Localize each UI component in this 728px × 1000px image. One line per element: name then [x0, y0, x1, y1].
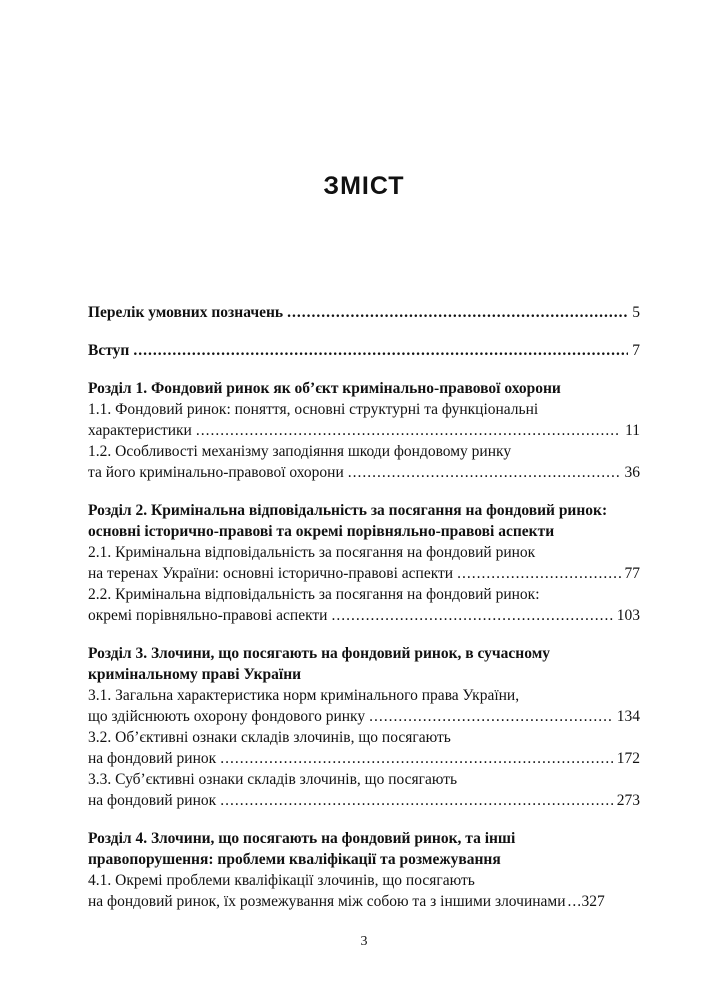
toc-page-number: 7 — [632, 342, 640, 359]
toc-entry-label: 4.1. Окремі проблеми кваліфікації злочинів, що посягають — [88, 872, 475, 889]
toc-entry-label: окремі порівняльно-правові аспекти — [88, 607, 328, 624]
toc-leader-dots — [133, 340, 628, 361]
toc-entry-label: на фондовий ринок — [88, 792, 217, 809]
toc-section-label: Розділ 1. Фондовий ринок як об’єкт кримінально-правової охорони — [88, 380, 561, 397]
toc-entry-3-1-line1[interactable] — [88, 685, 640, 706]
toc-leader-dots — [220, 748, 613, 769]
toc-entry-2-2[interactable] — [88, 605, 640, 626]
toc-entry-1-1-line1[interactable] — [88, 399, 640, 420]
toc-page-number: 77 — [624, 565, 640, 582]
toc-leader-dots — [348, 462, 621, 483]
toc-section-2-title-cont — [88, 521, 640, 542]
toc-entry-label: на фондовий ринок — [88, 750, 217, 767]
toc-entry-1-2-line1[interactable] — [88, 441, 640, 462]
toc-leader-dots — [220, 790, 613, 811]
toc-entry-label: що здійснюють охорону фондового ринку — [88, 708, 366, 725]
toc-entry-label: та його кримінально-правової охорони — [88, 464, 344, 481]
toc-section-2-title[interactable] — [88, 500, 640, 521]
toc-entry-2-2-line1[interactable] — [88, 584, 640, 605]
toc-page-number: 273 — [616, 792, 640, 809]
toc-leader-dots — [287, 302, 628, 323]
toc-entry-1-1[interactable] — [88, 420, 640, 441]
toc-entry-3-3-line1[interactable] — [88, 769, 640, 790]
toc-entry-4-1-line1[interactable] — [88, 870, 640, 891]
toc-entry-4-1[interactable] — [88, 891, 640, 912]
toc-entry-label: характеристики — [88, 422, 192, 439]
toc-section-label: Розділ 2. Кримінальна відповідальність за посягання на фондовий ринок: — [88, 502, 608, 519]
toc-entry-label: на теренах України: основні історично-правові аспекти — [88, 565, 454, 582]
toc-leader-dots — [568, 891, 580, 912]
toc-entry-2-1[interactable] — [88, 563, 640, 584]
toc-entry-label: 3.2. Об’єктивні ознаки складів злочинів, що посягають — [88, 729, 451, 746]
toc-leader-dots — [369, 706, 613, 727]
toc-entry-1-2[interactable] — [88, 462, 640, 483]
toc-section-label: Розділ 3. Злочини, що посягають на фондовий ринок, в сучасному — [88, 645, 550, 662]
toc-entry-3-3[interactable] — [88, 790, 640, 811]
toc-entry-label: 3.3. Суб’єктивні ознаки складів злочинів, що посягають — [88, 771, 458, 788]
toc-entry-label: Перелік умовних позначень — [88, 304, 284, 321]
toc-entry-label: на фондовий ринок, їх розмежування між собою та з іншими злочинами — [88, 893, 566, 910]
toc-entry-label: 2.2. Кримінальна відповідальність за посягання на фондовий ринок: — [88, 586, 540, 603]
toc-entry-label: 2.1. Кримінальна відповідальність за посягання на фондовий ринок — [88, 544, 536, 561]
toc-page-number: 11 — [625, 422, 640, 439]
toc-page-number: 172 — [616, 750, 640, 767]
toc-entry-label: Вступ — [88, 342, 130, 359]
toc-page-number: 134 — [616, 708, 640, 725]
toc-page-number: 327 — [581, 893, 605, 910]
table-of-contents — [88, 302, 640, 912]
toc-page-number: 36 — [624, 464, 640, 481]
toc-section-label: Розділ 4. Злочини, що посягають на фондовий ринок, та інші — [88, 830, 516, 847]
toc-entry-introduction[interactable] — [88, 340, 640, 361]
toc-entry-3-2-line1[interactable] — [88, 727, 640, 748]
toc-entry-abbreviations[interactable] — [88, 302, 640, 323]
toc-section-1-title[interactable] — [88, 378, 640, 399]
toc-section-label: правопорушення: проблеми кваліфікації та розмежування — [88, 851, 501, 868]
toc-page-number: 103 — [616, 607, 640, 624]
toc-section-4-title-cont — [88, 849, 640, 870]
toc-entry-3-1[interactable] — [88, 706, 640, 727]
toc-entry-label: 1.2. Особливості механізму заподіяння шкоди фондовому ринку — [88, 443, 512, 460]
toc-entry-2-1-line1[interactable] — [88, 542, 640, 563]
toc-section-label: кримінальному праві України — [88, 666, 302, 683]
toc-leader-dots — [457, 563, 620, 584]
toc-section-3-title-cont — [88, 664, 640, 685]
page-number: 3 — [360, 934, 368, 949]
toc-entry-3-2[interactable] — [88, 748, 640, 769]
toc-entry-label: 1.1. Фондовий ринок: поняття, основні структурні та функціональні — [88, 401, 539, 418]
toc-section-4-title[interactable] — [88, 828, 640, 849]
page-title: ЗМІСТ — [323, 172, 405, 200]
toc-leader-dots — [331, 605, 612, 626]
toc-leader-dots — [196, 420, 621, 441]
toc-section-label: основні історично-правові та окремі порівняльно-правові аспекти — [88, 523, 555, 540]
toc-entry-label: 3.1. Загальна характеристика норм кримінального права України, — [88, 687, 520, 704]
toc-page-number: 5 — [632, 304, 640, 321]
toc-section-3-title[interactable] — [88, 643, 640, 664]
